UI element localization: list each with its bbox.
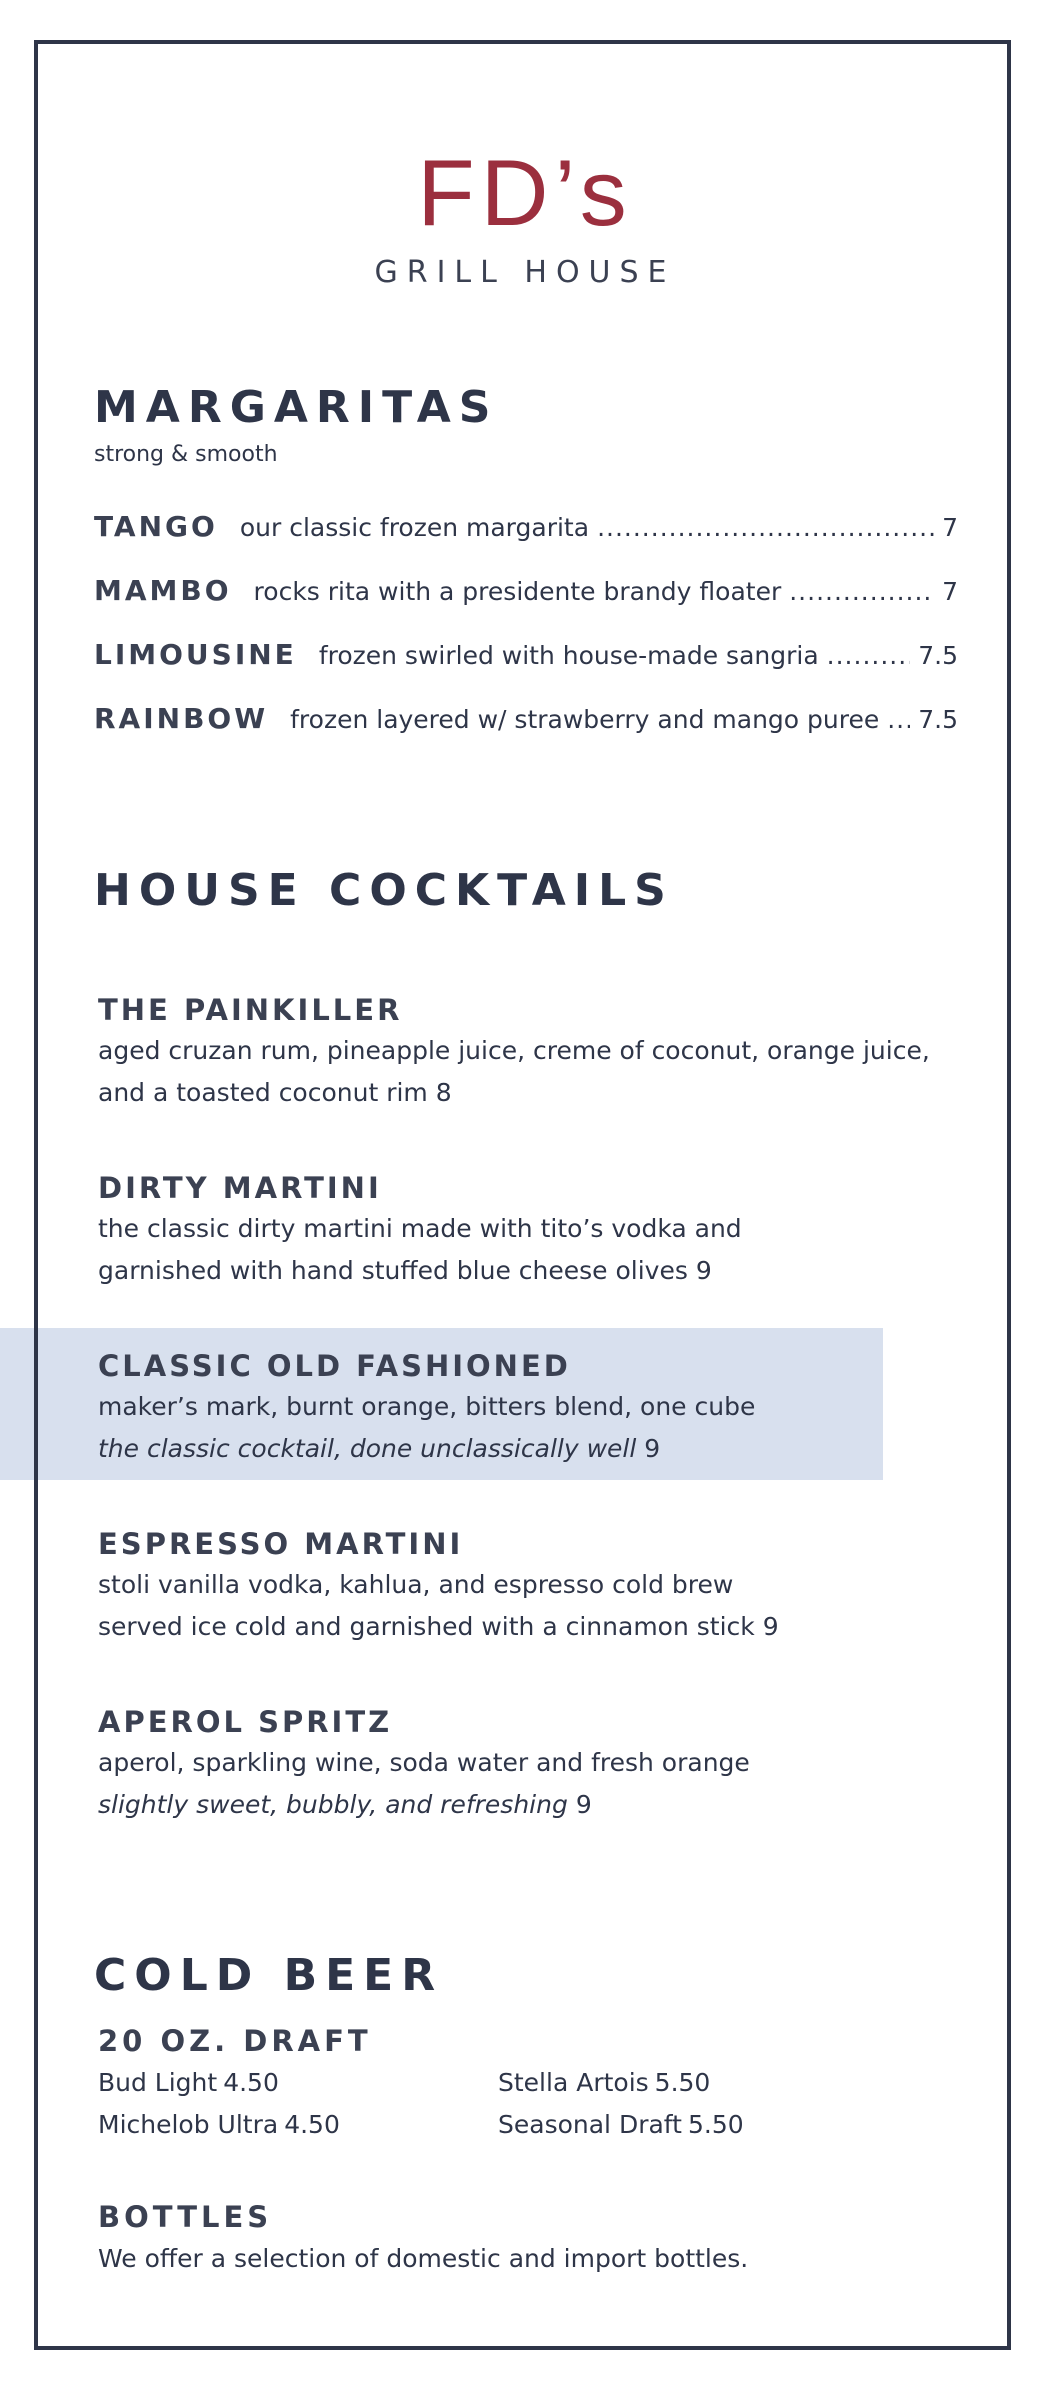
- item-description: served ice cold and garnished with a cinnamon stick: [98, 1612, 755, 1641]
- item-price: 7: [942, 577, 958, 606]
- item-description: aged cruzan rum, pineapple juice, creme of coconut, orange juice,: [98, 1036, 930, 1065]
- leader-dots: [827, 641, 911, 670]
- item-tagline: the classic cocktail, done unclassically well: [98, 1434, 637, 1463]
- item-price: 9: [695, 1256, 712, 1285]
- item-name: CLASSIC OLD FASHIONED: [98, 1349, 571, 1383]
- item-description: and a toasted coconut rim: [98, 1078, 428, 1107]
- item-price: 9: [644, 1434, 661, 1463]
- beer-name: Seasonal Draft: [498, 2110, 682, 2139]
- item-price: 9: [762, 1612, 779, 1641]
- beer-price: 4.50: [223, 2068, 279, 2097]
- item-name: APEROL SPRITZ: [98, 1705, 393, 1739]
- item-name: DIRTY MARTINI: [98, 1171, 382, 1205]
- margaritas-tagline: strong & smooth: [94, 442, 278, 467]
- menu-item-tango: [94, 510, 958, 543]
- beer-price: 5.50: [687, 2110, 744, 2139]
- item-price: 7: [942, 513, 958, 542]
- item-price: 8: [435, 1078, 452, 1107]
- cocktail-dirty-martini: [98, 1168, 998, 1292]
- item-price: 7.5: [918, 705, 958, 734]
- beer-price: 5.50: [654, 2068, 711, 2097]
- cocktail-painkiller: [98, 990, 998, 1114]
- item-price: 7.5: [918, 641, 958, 670]
- item-description: garnished with hand stuffed blue cheese olives: [98, 1256, 688, 1285]
- item-description: stoli vanilla vodka, kahlua, and espresso cold brew: [98, 1570, 734, 1599]
- beer-item: [98, 2110, 340, 2139]
- item-description: aperol, sparkling wine, soda water and fresh orange: [98, 1748, 750, 1777]
- draft-subtitle: 20 OZ. DRAFT: [98, 2024, 372, 2058]
- cocktail-aperol-spritz: [98, 1702, 998, 1826]
- item-tagline: slightly sweet, bubbly, and refreshing: [98, 1790, 568, 1819]
- menu-item-mambo: [94, 574, 958, 607]
- section-title-house-cocktails: HOUSE COCKTAILS: [94, 865, 674, 916]
- item-name: TANGO: [94, 510, 218, 543]
- item-description: rocks rita with a presidente brandy floater: [253, 577, 782, 606]
- item-name: LIMOUSINE: [94, 638, 297, 671]
- beer-item: [98, 2068, 279, 2097]
- menu-item-rainbow: [94, 702, 958, 735]
- beer-item: [498, 2110, 744, 2139]
- leader-dots: [789, 577, 934, 606]
- leader-dots: [597, 513, 934, 542]
- bottles-subtitle: BOTTLES: [98, 2200, 273, 2234]
- item-description: the classic dirty martini made with tito’s vodka and: [98, 1214, 742, 1243]
- logo-subtitle: GRILL HOUSE: [374, 255, 676, 290]
- item-name: THE PAINKILLER: [98, 993, 403, 1027]
- menu-item-limousine: [94, 638, 958, 671]
- item-name: RAINBOW: [94, 702, 269, 735]
- bottles-description: We offer a selection of domestic and import bottles.: [98, 2244, 749, 2273]
- beer-name: Michelob Ultra: [98, 2110, 279, 2139]
- item-name: ESPRESSO MARTINI: [98, 1527, 464, 1561]
- beer-name: Stella Artois: [498, 2068, 649, 2097]
- item-description: maker’s mark, burnt orange, bitters blend, one cube: [98, 1392, 756, 1421]
- section-title-margaritas: MARGARITAS: [94, 382, 499, 433]
- leader-dots: [887, 705, 910, 734]
- beer-price: 4.50: [284, 2110, 340, 2139]
- beer-item: [498, 2068, 710, 2097]
- cocktail-classic-old-fashioned: [98, 1346, 998, 1470]
- beer-name: Bud Light: [98, 2068, 218, 2097]
- item-price: 9: [575, 1790, 592, 1819]
- cocktail-espresso-martini: [98, 1524, 998, 1648]
- section-title-cold-beer: COLD BEER: [94, 1950, 444, 2001]
- item-name: MAMBO: [94, 574, 232, 607]
- item-description: frozen swirled with house-made sangria: [318, 641, 819, 670]
- logo-title: FD’s: [417, 140, 633, 245]
- item-description: our classic frozen margarita: [239, 513, 590, 542]
- item-description: frozen layered w/ strawberry and mango puree: [290, 705, 880, 734]
